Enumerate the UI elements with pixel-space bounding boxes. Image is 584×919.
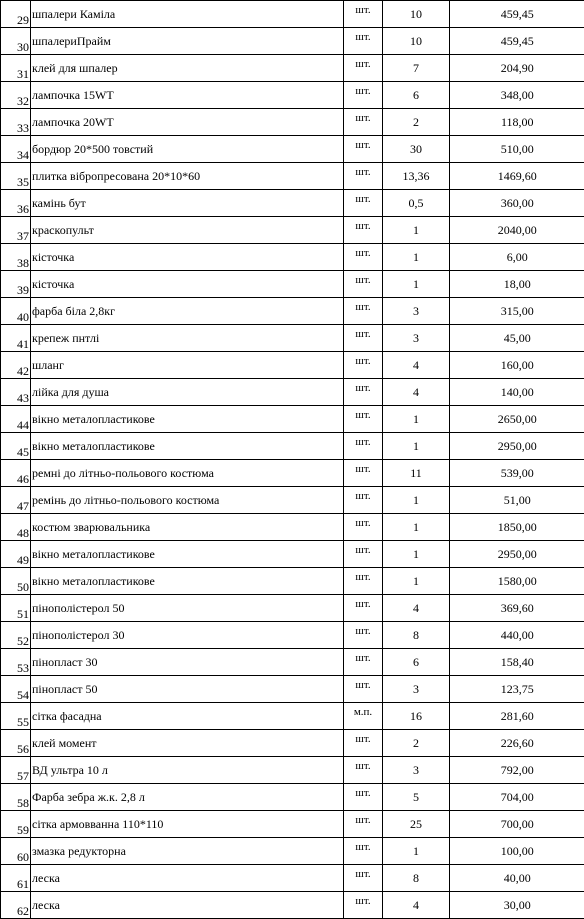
unit-of-measure: шт.	[344, 325, 383, 352]
unit-of-measure: шт.	[344, 406, 383, 433]
quantity: 6	[383, 82, 450, 109]
row-number: 36	[1, 190, 31, 217]
amount: 123,75	[450, 676, 584, 703]
table-row	[1, 1, 584, 28]
amount: 315,00	[450, 298, 584, 325]
quantity: 16	[383, 703, 450, 730]
row-number: 57	[1, 757, 31, 784]
row-number: 31	[1, 55, 31, 82]
unit-of-measure: шт.	[344, 55, 383, 82]
item-name: пінопласт 30	[31, 649, 344, 676]
amount: 792,00	[450, 757, 584, 784]
amount: 204,90	[450, 55, 584, 82]
quantity: 10	[383, 1, 450, 28]
amount: 348,00	[450, 82, 584, 109]
amount: 18,00	[450, 271, 584, 298]
unit-of-measure: шт.	[344, 757, 383, 784]
quantity: 3	[383, 298, 450, 325]
item-name: пінополістерол 50	[31, 595, 344, 622]
row-number: 43	[1, 379, 31, 406]
table-row	[1, 190, 584, 217]
table-row	[1, 730, 584, 757]
item-name: лійка для душа	[31, 379, 344, 406]
unit-of-measure: шт.	[344, 28, 383, 55]
row-number: 55	[1, 703, 31, 730]
amount: 459,45	[450, 1, 584, 28]
item-name: крепеж пнтлі	[31, 325, 344, 352]
amount: 369,60	[450, 595, 584, 622]
amount: 440,00	[450, 622, 584, 649]
item-name: вікно металопластикове	[31, 406, 344, 433]
item-name: леска	[31, 865, 344, 892]
row-number: 33	[1, 109, 31, 136]
quantity: 3	[383, 757, 450, 784]
unit-of-measure: шт.	[344, 190, 383, 217]
quantity: 1	[383, 433, 450, 460]
row-number: 60	[1, 838, 31, 865]
row-number: 32	[1, 82, 31, 109]
row-number: 61	[1, 865, 31, 892]
table-row	[1, 163, 584, 190]
item-name: плитка вібропресована 20*10*60	[31, 163, 344, 190]
row-number: 39	[1, 271, 31, 298]
quantity: 8	[383, 865, 450, 892]
item-name: лампочка 15WT	[31, 82, 344, 109]
table-row	[1, 622, 584, 649]
row-number: 52	[1, 622, 31, 649]
quantity: 2	[383, 109, 450, 136]
row-number: 30	[1, 28, 31, 55]
amount: 1469,60	[450, 163, 584, 190]
amount: 2950,00	[450, 433, 584, 460]
amount: 100,00	[450, 838, 584, 865]
quantity: 2	[383, 730, 450, 757]
item-name: вікно металопластикове	[31, 568, 344, 595]
row-number: 48	[1, 514, 31, 541]
amount: 2650,00	[450, 406, 584, 433]
amount: 118,00	[450, 109, 584, 136]
table-row	[1, 703, 584, 730]
quantity: 0,5	[383, 190, 450, 217]
row-number: 49	[1, 541, 31, 568]
amount: 30,00	[450, 892, 584, 919]
row-number: 37	[1, 217, 31, 244]
row-number: 44	[1, 406, 31, 433]
amount: 459,45	[450, 28, 584, 55]
row-number: 58	[1, 784, 31, 811]
table-row	[1, 352, 584, 379]
quantity: 1	[383, 568, 450, 595]
quantity: 1	[383, 487, 450, 514]
table-row	[1, 541, 584, 568]
unit-of-measure: шт.	[344, 379, 383, 406]
quantity: 1	[383, 838, 450, 865]
amount: 40,00	[450, 865, 584, 892]
row-number: 51	[1, 595, 31, 622]
amount: 510,00	[450, 136, 584, 163]
table-row	[1, 892, 584, 919]
table-row	[1, 28, 584, 55]
quantity: 4	[383, 892, 450, 919]
item-name: сітка армовванна 110*110	[31, 811, 344, 838]
unit-of-measure: шт.	[344, 892, 383, 919]
item-name: клей для шпалер	[31, 55, 344, 82]
item-name: шланг	[31, 352, 344, 379]
item-name: камінь бут	[31, 190, 344, 217]
unit-of-measure: шт.	[344, 487, 383, 514]
table-row	[1, 514, 584, 541]
quantity: 1	[383, 406, 450, 433]
amount: 1580,00	[450, 568, 584, 595]
item-name: ремні до літньо-польового костюма	[31, 460, 344, 487]
table-row	[1, 757, 584, 784]
unit-of-measure: шт.	[344, 82, 383, 109]
item-name: вікно металопластикове	[31, 541, 344, 568]
row-number: 29	[1, 1, 31, 28]
unit-of-measure: шт.	[344, 838, 383, 865]
table-row	[1, 82, 584, 109]
amount: 2950,00	[450, 541, 584, 568]
table-row	[1, 865, 584, 892]
item-name: лампочка 20WT	[31, 109, 344, 136]
quantity: 11	[383, 460, 450, 487]
table-row	[1, 595, 584, 622]
row-number: 53	[1, 649, 31, 676]
table-row	[1, 244, 584, 271]
amount: 140,00	[450, 379, 584, 406]
table-row	[1, 325, 584, 352]
quantity: 30	[383, 136, 450, 163]
amount: 1850,00	[450, 514, 584, 541]
quantity: 4	[383, 379, 450, 406]
quantity: 5	[383, 784, 450, 811]
table-row	[1, 406, 584, 433]
quantity: 1	[383, 271, 450, 298]
unit-of-measure: шт.	[344, 541, 383, 568]
unit-of-measure: шт.	[344, 109, 383, 136]
items-table-body	[1, 1, 584, 919]
unit-of-measure: шт.	[344, 622, 383, 649]
quantity: 1	[383, 514, 450, 541]
table-row	[1, 271, 584, 298]
quantity: 8	[383, 622, 450, 649]
quantity: 3	[383, 676, 450, 703]
table-row	[1, 838, 584, 865]
quantity: 3	[383, 325, 450, 352]
quantity: 13,36	[383, 163, 450, 190]
amount: 45,00	[450, 325, 584, 352]
row-number: 35	[1, 163, 31, 190]
amount: 360,00	[450, 190, 584, 217]
amount: 158,40	[450, 649, 584, 676]
unit-of-measure: шт.	[344, 298, 383, 325]
item-name: клей момент	[31, 730, 344, 757]
item-name: кісточка	[31, 271, 344, 298]
row-number: 40	[1, 298, 31, 325]
row-number: 34	[1, 136, 31, 163]
amount: 2040,00	[450, 217, 584, 244]
table-row	[1, 460, 584, 487]
unit-of-measure: шт.	[344, 217, 383, 244]
item-name: краскопульт	[31, 217, 344, 244]
item-name: пінополістерол 30	[31, 622, 344, 649]
table-row	[1, 784, 584, 811]
table-row	[1, 487, 584, 514]
amount: 51,00	[450, 487, 584, 514]
quantity: 25	[383, 811, 450, 838]
item-name: ремінь до літньо-польового костюма	[31, 487, 344, 514]
unit-of-measure: шт.	[344, 676, 383, 703]
item-name: леска	[31, 892, 344, 919]
unit-of-measure: м.п.	[344, 703, 383, 730]
row-number: 62	[1, 892, 31, 919]
table-row	[1, 649, 584, 676]
unit-of-measure: шт.	[344, 244, 383, 271]
row-number: 59	[1, 811, 31, 838]
item-name: кісточка	[31, 244, 344, 271]
item-name: сітка фасадна	[31, 703, 344, 730]
amount: 539,00	[450, 460, 584, 487]
amount: 704,00	[450, 784, 584, 811]
row-number: 46	[1, 460, 31, 487]
table-row	[1, 811, 584, 838]
quantity: 4	[383, 352, 450, 379]
table-row	[1, 298, 584, 325]
unit-of-measure: шт.	[344, 784, 383, 811]
table-row	[1, 136, 584, 163]
item-name: фарба біла 2,8кг	[31, 298, 344, 325]
table-row	[1, 379, 584, 406]
unit-of-measure: шт.	[344, 514, 383, 541]
amount: 226,60	[450, 730, 584, 757]
row-number: 38	[1, 244, 31, 271]
amount: 6,00	[450, 244, 584, 271]
unit-of-measure: шт.	[344, 730, 383, 757]
item-name: костюм зварювальника	[31, 514, 344, 541]
amount: 160,00	[450, 352, 584, 379]
unit-of-measure: шт.	[344, 136, 383, 163]
item-name: Фарба зебра ж.к. 2,8 л	[31, 784, 344, 811]
unit-of-measure: шт.	[344, 163, 383, 190]
unit-of-measure: шт.	[344, 433, 383, 460]
quantity: 4	[383, 595, 450, 622]
table-row	[1, 676, 584, 703]
item-name: шпалери Каміла	[31, 1, 344, 28]
table-row	[1, 568, 584, 595]
unit-of-measure: шт.	[344, 271, 383, 298]
unit-of-measure: шт.	[344, 865, 383, 892]
row-number: 42	[1, 352, 31, 379]
table-row	[1, 109, 584, 136]
unit-of-measure: шт.	[344, 649, 383, 676]
quantity: 1	[383, 217, 450, 244]
row-number: 47	[1, 487, 31, 514]
unit-of-measure: шт.	[344, 460, 383, 487]
quantity: 10	[383, 28, 450, 55]
amount: 700,00	[450, 811, 584, 838]
unit-of-measure: шт.	[344, 1, 383, 28]
row-number: 45	[1, 433, 31, 460]
row-number: 50	[1, 568, 31, 595]
unit-of-measure: шт.	[344, 811, 383, 838]
unit-of-measure: шт.	[344, 595, 383, 622]
item-name: змазка редукторна	[31, 838, 344, 865]
row-number: 56	[1, 730, 31, 757]
item-name: вікно металопластикове	[31, 433, 344, 460]
item-name: шпалериПрайм	[31, 28, 344, 55]
table-row	[1, 217, 584, 244]
item-name: ВД ультра 10 л	[31, 757, 344, 784]
table-row	[1, 433, 584, 460]
table-row	[1, 55, 584, 82]
item-name: пінопласт 50	[31, 676, 344, 703]
quantity: 6	[383, 649, 450, 676]
unit-of-measure: шт.	[344, 352, 383, 379]
quantity: 7	[383, 55, 450, 82]
amount: 281,60	[450, 703, 584, 730]
quantity: 1	[383, 244, 450, 271]
row-number: 41	[1, 325, 31, 352]
row-number: 54	[1, 676, 31, 703]
quantity: 1	[383, 541, 450, 568]
item-name: бордюр 20*500 товстий	[31, 136, 344, 163]
unit-of-measure: шт.	[344, 568, 383, 595]
